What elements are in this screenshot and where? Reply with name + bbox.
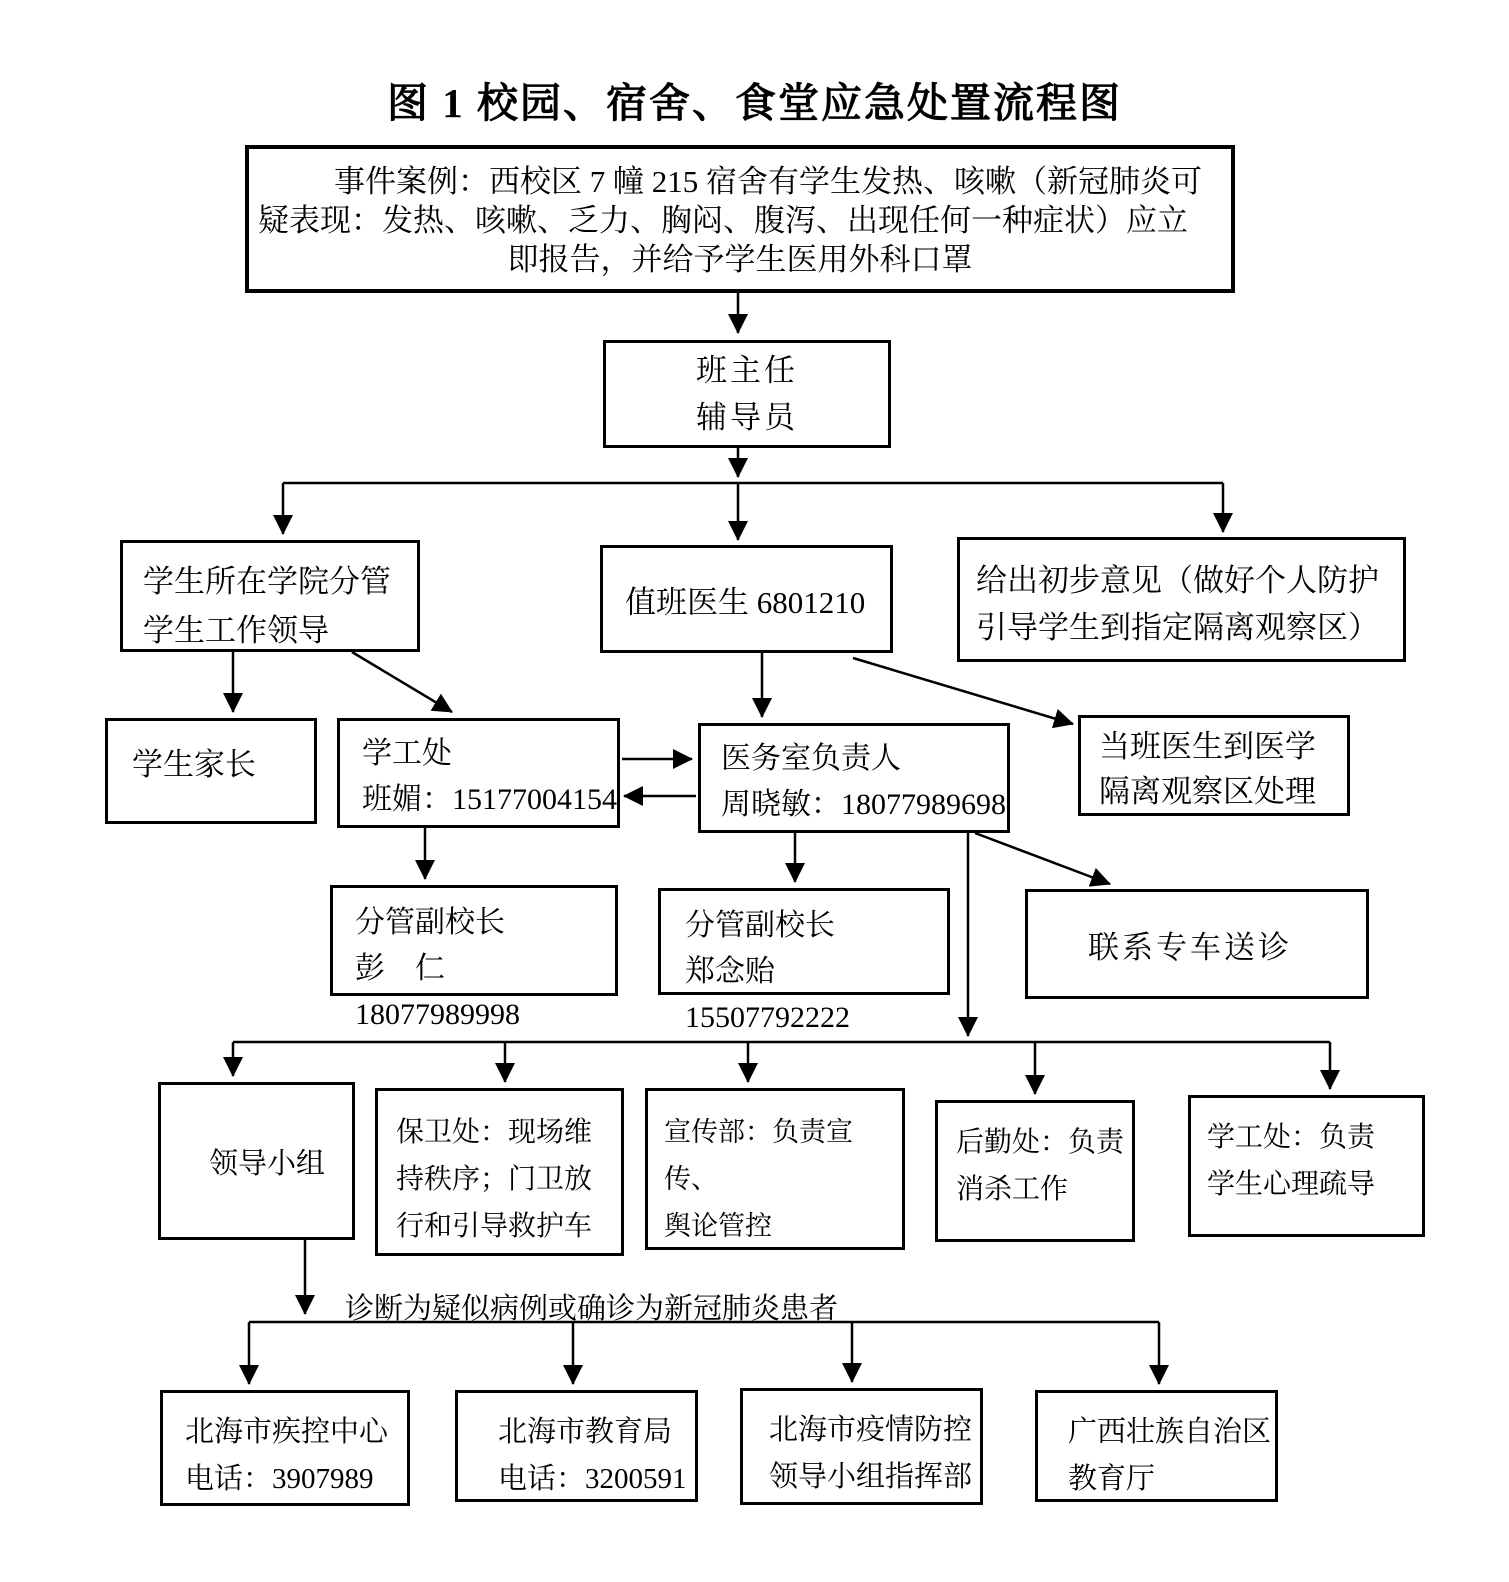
node-text-line: 疑表现：发热、咳嗽、乏力、胸闷、腹泻、出现任何一种症状）应立: [258, 203, 1188, 238]
node-gx-edu-dept: [1035, 1390, 1278, 1502]
node-text-line: 北海市疾控中心: [185, 1416, 389, 1448]
node-text-line: 学生所在学院分管: [143, 564, 391, 599]
node-text-line: 彭 仁 18077989998: [355, 952, 520, 1031]
node-text-line: 值班医生 6801210: [625, 584, 866, 620]
node-duty-doctor: [600, 545, 893, 653]
node-text-line: 班主任: [696, 353, 798, 388]
node-onduty-doctor-isolation: [1078, 715, 1350, 816]
node-text-line: 即报告，并给予学生医用外科口罩: [507, 242, 973, 277]
figure-title: 图 1 校园、宿舍、食堂应急处置流程图: [387, 80, 1122, 126]
node-text-line: 领导小组: [209, 1147, 326, 1180]
node-text-line: 消杀工作: [956, 1174, 1069, 1205]
node-text-line: 给出初步意见（做好个人防护: [976, 563, 1379, 598]
node-edu-bureau: [455, 1390, 698, 1502]
node-text-line: 后勤处：负责: [956, 1127, 1125, 1158]
node-text-line: 班媚：15177004154: [362, 783, 617, 816]
node-text-line: 电话：3200591: [498, 1463, 687, 1495]
node-epidemic-hq: [740, 1388, 983, 1505]
node-text-line: 教育厅: [1068, 1463, 1156, 1495]
node-text-line: 事件案例：西校区 7 幢 215 宿舍有学生发热、咳嗽（新冠肺炎可: [334, 164, 1202, 199]
node-security-dept: [375, 1088, 624, 1256]
node-text-line: 舆论管控: [664, 1211, 772, 1241]
node-student-affairs-psychology: [1188, 1095, 1425, 1237]
node-college-leader: [120, 540, 420, 652]
node-text-line: 领导小组指挥部: [769, 1461, 973, 1493]
node-text-line: 持秩序；门卫放: [396, 1164, 593, 1195]
node-text-line: 学生家长: [132, 747, 256, 782]
node-special-car: [1025, 889, 1369, 999]
node-text-line: 联系专车送诊: [1088, 929, 1292, 965]
node-text-line: 学生工作领导: [143, 613, 329, 648]
node-text-line: 保卫处：现场维: [396, 1117, 593, 1148]
node-text-line: 学工处：负责: [1207, 1122, 1376, 1153]
node-medical-office-head: [698, 723, 1010, 833]
node-text-line: 分管副校长: [685, 909, 835, 942]
node-student-parents: [105, 718, 317, 824]
node-text-line: 北海市教育局: [498, 1416, 673, 1448]
node-text-line: 北海市疫情防控: [769, 1414, 973, 1446]
node-text-line: 电话：3907989: [185, 1463, 374, 1495]
node-vice-principal-zheng: [658, 888, 950, 1034]
node-text-line: 学生心理疏导: [1207, 1169, 1376, 1200]
node-cdc: [160, 1390, 410, 1506]
arrow-college-to-student-affairs: [352, 652, 452, 712]
arrow-duty-doctor-to-onduty-doctor: [853, 658, 1073, 724]
node-text-line: 周晓敏：18077989698: [721, 788, 1006, 821]
node-leading-group: [158, 1082, 355, 1240]
node-incident-case: [245, 145, 1235, 293]
node-text-line: 引导学生到指定隔离观察区）: [976, 610, 1379, 645]
node-vice-principal-peng: [330, 885, 618, 1031]
node-text-line: 辅导员: [696, 400, 798, 435]
arrow-medical-office-to-special-car: [975, 833, 1110, 884]
node-text-line: 广西壮族自治区: [1068, 1416, 1272, 1448]
node-text-line: 当班医生到医学: [1099, 729, 1316, 764]
node-text-line: 学工处: [362, 737, 452, 770]
node-logistics-dept: [935, 1100, 1135, 1242]
node-text-line: 隔离观察区处理: [1099, 774, 1316, 809]
node-head-teacher-counselor: [603, 340, 891, 448]
diagnosis-label: 诊断为疑似病例或确诊为新冠肺炎患者: [345, 1293, 839, 1325]
node-text-line: 宣传部：负责宣传、: [664, 1117, 853, 1194]
node-text-line: 分管副校长: [355, 906, 505, 939]
node-text-line: 医务室负责人: [721, 742, 901, 775]
node-student-affairs-office: [337, 718, 620, 828]
node-publicity-dept: [645, 1088, 905, 1250]
node-initial-opinion: [957, 537, 1406, 662]
node-text-line: 郑念贻 15507792222: [685, 955, 850, 1034]
node-text-line: 行和引导救护车: [396, 1211, 593, 1242]
